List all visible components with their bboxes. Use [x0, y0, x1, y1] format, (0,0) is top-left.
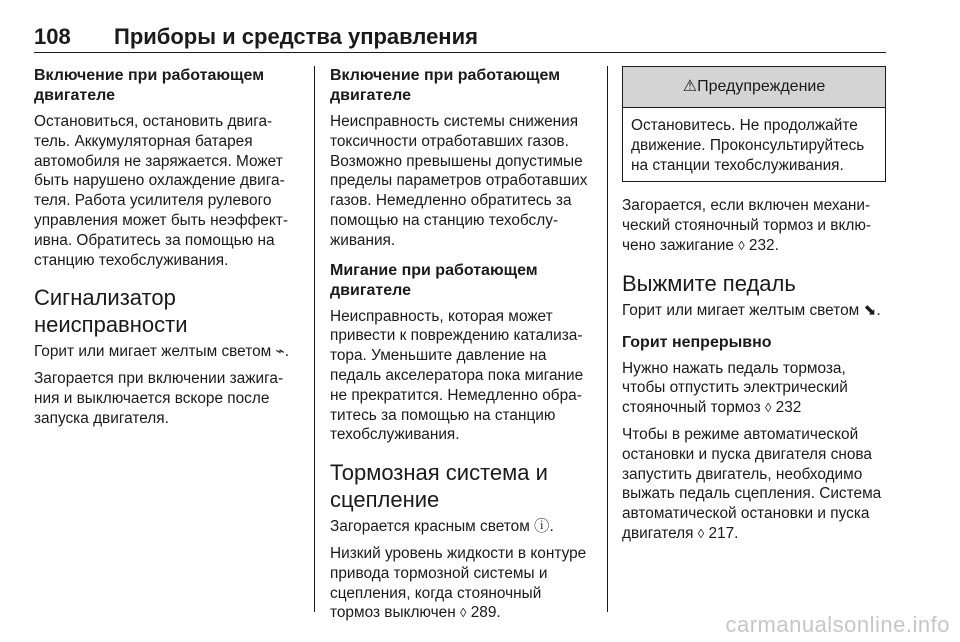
paragraph: [622, 359, 886, 418]
paragraph-text: Нужно нажать педаль тормоза, чтобы отпустить электрический стояночный тормоз: [622, 359, 848, 417]
paragraph-text: Горит или мигает желтым светом: [34, 343, 276, 361]
column-2: [330, 66, 592, 630]
paragraph: [622, 425, 886, 544]
page-ref-icon: ◊: [738, 237, 745, 253]
page-number: 108: [34, 24, 71, 49]
clutch-pedal-icon: ⬊: [863, 301, 877, 319]
paragraph-text: Загорается красным светом: [330, 518, 535, 536]
page-ref-icon: ◊: [764, 400, 772, 416]
section-heading-press-pedal: Выжмите педаль: [622, 270, 796, 296]
section-heading: Горит непрерывно: [622, 333, 772, 351]
page-ref-link[interactable]: 232.: [748, 236, 779, 254]
column-divider: [607, 66, 608, 612]
section-text: Неисправность системы снижения токсичности отработавших газов. Возможно превышены допустимые пределы параметров отработавших газов. Немедленно обратитесь за помощью на станцию техобслуживания.: [330, 113, 588, 249]
engine-check-icon: ⌁: [275, 343, 285, 361]
paragraph-text: .: [876, 301, 881, 319]
warning-text: Остановитесь. Не продолжайте движение. Проконсультируйтесь на станции техобслуживания.: [631, 117, 865, 174]
paragraph: [34, 342, 296, 362]
page-ref-link[interactable]: 217.: [708, 524, 739, 542]
column-3: [622, 66, 886, 551]
paragraph-text: .: [284, 343, 290, 361]
page-title: Приборы и средства управления: [114, 24, 478, 49]
page-ref-link[interactable]: 289.: [470, 604, 501, 622]
watermark: carmanualsonline.info: [725, 612, 950, 637]
paragraph: [622, 301, 886, 321]
page-ref-icon: ◊: [697, 525, 705, 541]
page-ref-link[interactable]: 232: [775, 399, 802, 417]
section-text: Остановиться, остановить двигатель. Аккумуляторная батарея автомобиля не заряжается. Может быть нарушено охлаждение двигателя. Работа усилителя рулевого управления может быть неэффективна. Обратитесь за помощью на станцию техобслуживания.: [34, 113, 288, 269]
paragraph-text: Низкий уровень жидкости в контуре привода тормозной системы и сцепления, когда стояночный тормоз выключен: [330, 544, 587, 622]
section-heading-brake-clutch: Тормозная система и сцепление: [330, 460, 548, 513]
warning-box: [622, 66, 886, 182]
paragraph: [622, 196, 886, 255]
warning-triangle-icon: ⚠: [682, 78, 698, 95]
warning-body: [623, 108, 885, 181]
section-text: Неисправность, которая может привести к повреждению катализатора. Уменьшите давление на педаль акселератора пока мигание не прекратится. Немедленно обратитесь за помощью на станцию техобслуживания.: [330, 307, 584, 444]
warning-title: Предупреждение: [697, 78, 826, 95]
column-1: [34, 66, 296, 436]
paragraph: [330, 517, 592, 537]
section-heading: Включение при работающем двигателе: [330, 67, 561, 104]
paragraph-text: Горит или мигает желтым светом: [622, 301, 864, 319]
section-engine-running: [330, 66, 592, 251]
paragraph-text: Чтобы в режиме автоматической остановки и пуска двигателя снова запустить двигатель, необходимо выжать педаль сцепления. Система автоматической остановки и пуска двигателя: [622, 425, 882, 542]
paragraph: Загорается при включении зажигания и выключается вскоре после запуска двигателя.: [34, 370, 284, 427]
page-header: [34, 18, 886, 53]
section-heading-malfunction-indicator: Сигнализатор неисправности: [34, 285, 188, 338]
warning-header: [623, 67, 885, 108]
brake-warning-icon: ⓘ: [534, 518, 550, 536]
section-heading: Включение при работающем двигателе: [34, 67, 265, 104]
section-flashing: [330, 261, 592, 446]
column-divider: [314, 66, 315, 612]
paragraph-text: .: [549, 518, 554, 536]
page-ref-icon: ◊: [459, 605, 467, 621]
paragraph-text: Загорается, если включен механический стояночный тормоз и включено зажигание: [622, 197, 872, 254]
section-heading: Мигание при работающем двигателе: [330, 261, 538, 299]
section-engine-running: [34, 66, 296, 270]
paragraph: [330, 544, 592, 623]
